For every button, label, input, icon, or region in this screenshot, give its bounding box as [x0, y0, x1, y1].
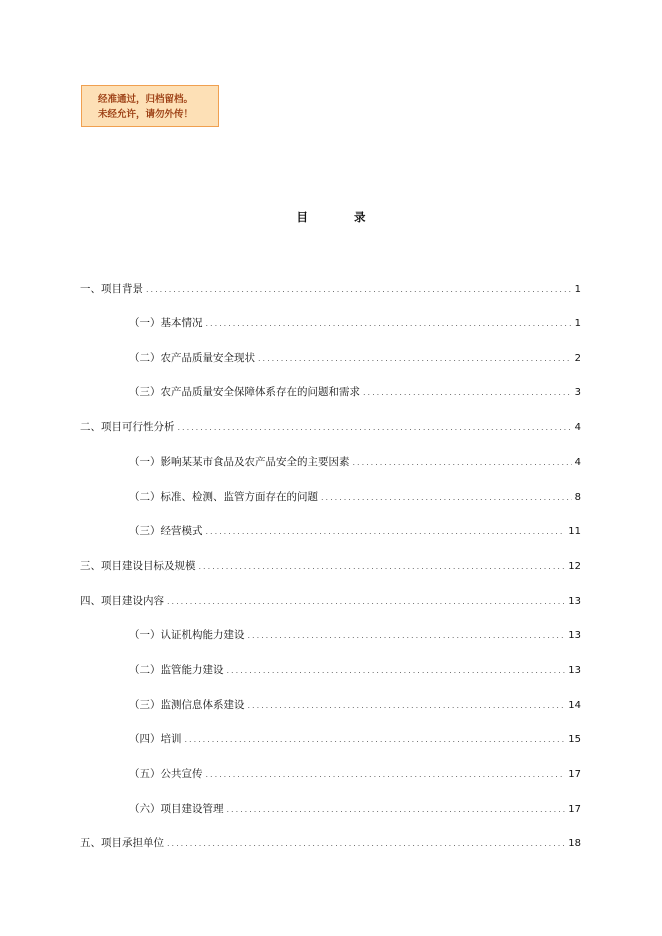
toc-entry-label: （六）项目建设管理 — [129, 803, 224, 815]
toc-entry-label: （三）监测信息体系建设 — [129, 699, 245, 711]
toc-entry-page: 4 — [574, 457, 581, 468]
toc-entry[interactable] — [80, 558, 581, 574]
toc-entry-label: （一）影响某某市食品及农产品安全的主要因素 — [129, 456, 350, 468]
toc-entry-page: 1 — [574, 284, 581, 295]
stamp-line-2: 未经允许，请勿外传！ — [98, 109, 194, 120]
toc-entry-page: 8 — [574, 492, 581, 503]
toc-title-left: 目 — [296, 210, 308, 224]
toc-entry-page: 11 — [568, 526, 581, 537]
toc-entry-page: 13 — [568, 665, 581, 676]
toc-entry[interactable] — [129, 350, 581, 366]
toc-entry[interactable] — [80, 281, 581, 297]
toc-entry[interactable] — [129, 662, 581, 678]
toc-leader-dots — [206, 319, 572, 328]
toc-leader-dots — [146, 285, 572, 294]
toc-entry-label: （五）公共宣传 — [129, 768, 203, 780]
toc-entry[interactable] — [129, 731, 581, 747]
toc-entry[interactable] — [129, 454, 581, 470]
toc-entry-page: 18 — [568, 838, 581, 849]
toc-entry[interactable] — [129, 523, 581, 539]
toc-leader-dots — [363, 388, 572, 397]
stamp-line-1: 经准通过，归档留档。 — [98, 94, 194, 105]
toc-entry-label: （三）农产品质量安全保障体系存在的问题和需求 — [129, 386, 360, 398]
toc-entry-label: （二）农产品质量安全现状 — [129, 352, 255, 364]
toc-entry[interactable] — [80, 593, 581, 609]
toc-title — [0, 209, 662, 225]
toc-entry[interactable] — [129, 489, 581, 505]
toc-title-right: 录 — [354, 210, 366, 224]
toc-entry-label: 一、项目背景 — [80, 283, 143, 295]
toc-leader-dots — [321, 493, 572, 502]
toc-entry[interactable] — [129, 627, 581, 643]
toc-entry-label: 四、项目建设内容 — [80, 595, 164, 607]
toc-entry-page: 14 — [568, 700, 581, 711]
toc-leader-dots — [353, 458, 572, 467]
toc-leader-dots — [227, 666, 566, 675]
toc-entry[interactable] — [129, 801, 581, 817]
toc-entry[interactable] — [129, 766, 581, 782]
toc-entry-label: （三）经营模式 — [129, 525, 203, 537]
toc-leader-dots — [258, 354, 572, 363]
toc-leader-dots — [206, 527, 566, 536]
toc-entry-label: （二）标准、检测、监管方面存在的问题 — [129, 491, 318, 503]
toc-entry-page: 17 — [568, 804, 581, 815]
toc-leader-dots — [248, 631, 566, 640]
toc-entry-page: 17 — [568, 769, 581, 780]
toc-leader-dots — [199, 562, 566, 571]
toc-leader-dots — [248, 701, 566, 710]
toc-entry-page: 13 — [568, 630, 581, 641]
toc-entry-label: （一）基本情况 — [129, 317, 203, 329]
toc-entry-page: 13 — [568, 596, 581, 607]
toc-entry-page: 1 — [574, 318, 581, 329]
toc-entry-label: 二、项目可行性分析 — [80, 421, 175, 433]
toc-entry[interactable] — [129, 697, 581, 713]
toc-entry-page: 12 — [568, 561, 581, 572]
toc-entry-page: 2 — [574, 353, 581, 364]
toc-leader-dots — [178, 423, 572, 432]
confidential-stamp — [81, 85, 219, 127]
toc-entry[interactable] — [129, 315, 581, 331]
toc-entry-label: （一）认证机构能力建设 — [129, 629, 245, 641]
toc-entry-label: 五、项目承担单位 — [80, 837, 164, 849]
toc-leader-dots — [167, 597, 565, 606]
toc-entry-page: 15 — [568, 734, 581, 745]
toc-entry-page: 3 — [574, 387, 581, 398]
toc-entry-label: 三、项目建设目标及规模 — [80, 560, 196, 572]
toc-entry-label: （四）培训 — [129, 733, 182, 745]
toc-leader-dots — [185, 735, 566, 744]
toc-entry[interactable] — [129, 384, 581, 400]
toc-leader-dots — [206, 770, 566, 779]
toc-entry[interactable] — [80, 419, 581, 435]
toc-entry-label: （二）监管能力建设 — [129, 664, 224, 676]
toc-leader-dots — [227, 805, 566, 814]
toc-entry[interactable] — [80, 835, 581, 851]
toc-leader-dots — [167, 839, 565, 848]
toc-entry-page: 4 — [574, 422, 581, 433]
